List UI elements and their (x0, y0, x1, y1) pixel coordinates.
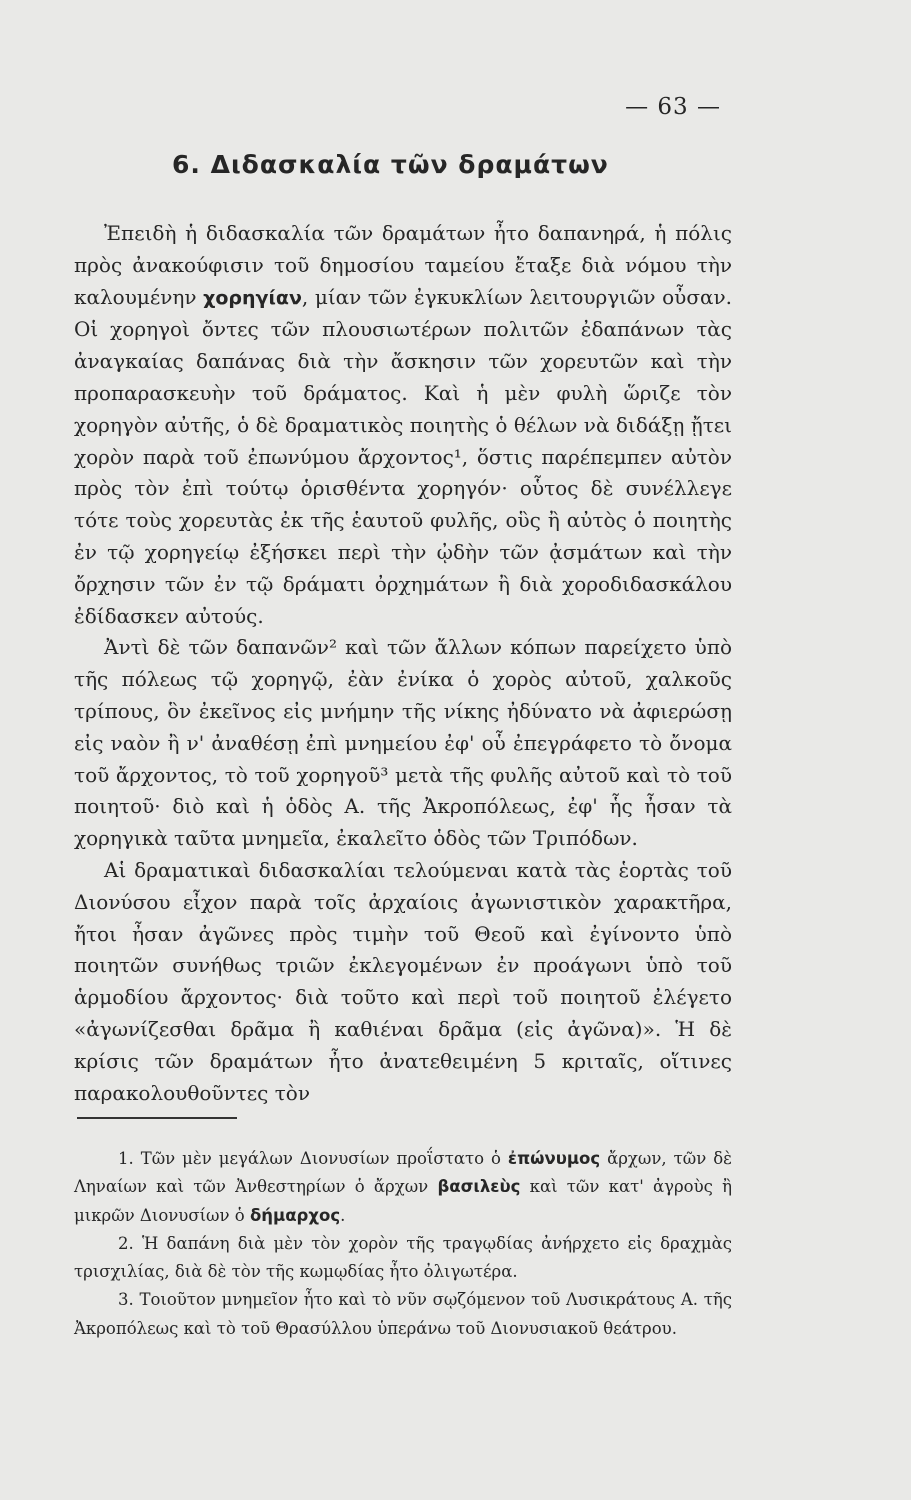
section-heading: 6. Διδασκαλία τῶν δραμάτων (172, 150, 609, 179)
footnote-2: 2. Ἡ δαπάνη διὰ μὲν τὸν χορὸν τῆς τραγῳδίας ἀνήρχετο εἰς δραχμὰς τρισχιλίας, διὰ δὲ τὸν τῆς κωμῳδίας ἦτο ὀλιγωτέρα. (74, 1233, 732, 1282)
footnote-divider (77, 1117, 237, 1119)
footnote-1-part-c: καὶ τῶν κατ' ἀγροὺς ἢ μικρῶν Διονυσίων ὁ (74, 1177, 732, 1225)
footnote-1-part-d: . (340, 1205, 346, 1225)
footnote-1-term-demarchos: δήμαρχος (249, 1205, 341, 1225)
footnote-3: 3. Τοιοῦτον μνημεῖον ἦτο καὶ τὸ νῦν σῳζόμενον τοῦ Λυσικράτους Α. τῆς Ἀκροπόλεως καὶ τὸ τοῦ Θρασύλλου ὑπεράνω τοῦ Διονυσιακοῦ θεάτρου. (74, 1290, 732, 1338)
footnotes (74, 1145, 732, 1343)
footnote-1-term-basileus: βασιλεὺς (437, 1177, 521, 1197)
paragraph-1 (74, 218, 732, 632)
paragraph-2: Ἀντὶ δὲ τῶν δαπανῶν² καὶ τῶν ἄλλων κόπων παρείχετο ὑπὸ τῆς πόλεως τῷ χορηγῷ, ἐὰν ἐνίκα ὁ χορὸς αὐτοῦ, χαλκοῦς τρίπους, ὃν ἐκεῖνος εἰς μνήμην τῆς νίκης ἠδύνατο νὰ ἀφιερώσῃ εἰς ναὸν ἢ ν' ἀναθέσῃ ἐπὶ μνημείου ἐφ' οὗ ἐπεγράφετο τὸ ὄνομα τοῦ ἄρχοντος, τὸ τοῦ χορηγοῦ³ μετὰ τῆς φυλῆς αὐτοῦ καὶ τὸ τοῦ ποιητοῦ· διὸ καὶ ἡ ὁδὸς Α. τῆς Ἀκροπόλεως, ἐφ' ἧς ἦσαν τὰ χορηγικὰ ταῦτα μνημεῖα, ἐκαλεῖτο ὁδὸς τῶν Τριπόδων. (74, 635, 732, 851)
footnote-1-part-a: 1. Τῶν μὲν μεγάλων Διονυσίων προΐστατο ὁ (118, 1149, 508, 1168)
footnote-1-term-eponymos: ἐπώνυμος (507, 1149, 601, 1168)
page-number: — 63 — (625, 94, 721, 120)
footnote-1-part-b: ἄρχων, τῶν δὲ Ληναίων καὶ τῶν Ἀνθεστηρίων ὁ ἄρχων (74, 1149, 732, 1197)
term-choregia: χορηγίαν (203, 286, 302, 309)
paragraph-3: Αἱ δραματικαὶ διδασκαλίαι τελούμεναι κατὰ τὰς ἑορτὰς τοῦ Διονύσου εἶχον παρὰ τοῖς ἀρχαίοις ἀγωνιστικὸν χαρακτῆρα, ἤτοι ἦσαν ἀγῶνες πρὸς τιμὴν τοῦ Θεοῦ καὶ ἐγίνοντο ὑπὸ ποιητῶν συνήθως τριῶν ἐκλεγομένων ἐν προάγωνι ὑπὸ τοῦ ἁρμοδίου ἄρχοντος· διὰ τοῦτο καὶ περὶ τοῦ ποιητοῦ ἐλέγετο «ἀγωνίζεσθαι δρᾶμα ἢ καθιέναι δρᾶμα (εἰς ἀγῶνα)». Ἡ δὲ κρίσις τῶν δραμάτων ἦτο ἀνατεθειμένη 5 κριταῖς, οἵτινες παρακολουθοῦντες τὸν (74, 857, 732, 1105)
footnote-1 (74, 1145, 732, 1230)
body-text (74, 218, 732, 1109)
paragraph-1-part-a: Ἐπειδὴ ἡ διδασκαλία τῶν δραμάτων ἦτο δαπανηρά, ἡ πόλις πρὸς ἀνακούφισιν τοῦ δημοσίου ταμείου ἔταξε διὰ νόμου τὴν καλουμένην (74, 221, 732, 309)
paragraph-1-part-b: , μίαν τῶν ἐγκυκλίων λειτουργιῶν οὖσαν. Οἱ χορηγοὶ ὄντες τῶν πλουσιωτέρων πολιτῶν ἐδαπάνων τὰς ἀναγκαίας δαπάνας διὰ τὴν ἄσκησιν τῶν χορευτῶν καὶ τὴν προπαρασκευὴν τοῦ δράματος. Καὶ ἡ μὲν φυλὴ ὥριζε τὸν χορηγὸν αὐτῆς, ὁ δὲ δραματικὸς ποιητὴς ὁ θέλων νὰ διδάξῃ ᾔτει χορὸν παρὰ τοῦ ἐπωνύμου ἄρχοντος¹, ὅστις παρέπεμπεν αὐτὸν πρὸς τὸν ἐπὶ τούτῳ ὁρισθέντα χορηγόν· οὗτος δὲ συνέλλεγε τότε τοὺς χορευτὰς ἐκ τῆς ἑαυτοῦ φυλῆς, οὓς ἢ αὐτὸς ὁ ποιητὴς ἐν τῷ χορηγείῳ ἐξήσκει περὶ τὴν ᾠδὴν τῶν ᾀσμάτων καὶ τὴν ὄρχησιν τῶν ἐν τῷ δράματι ὀρχημάτων ἢ διὰ χοροδιδασκάλου ἐδίδασκεν αὐτούς. (74, 284, 732, 628)
